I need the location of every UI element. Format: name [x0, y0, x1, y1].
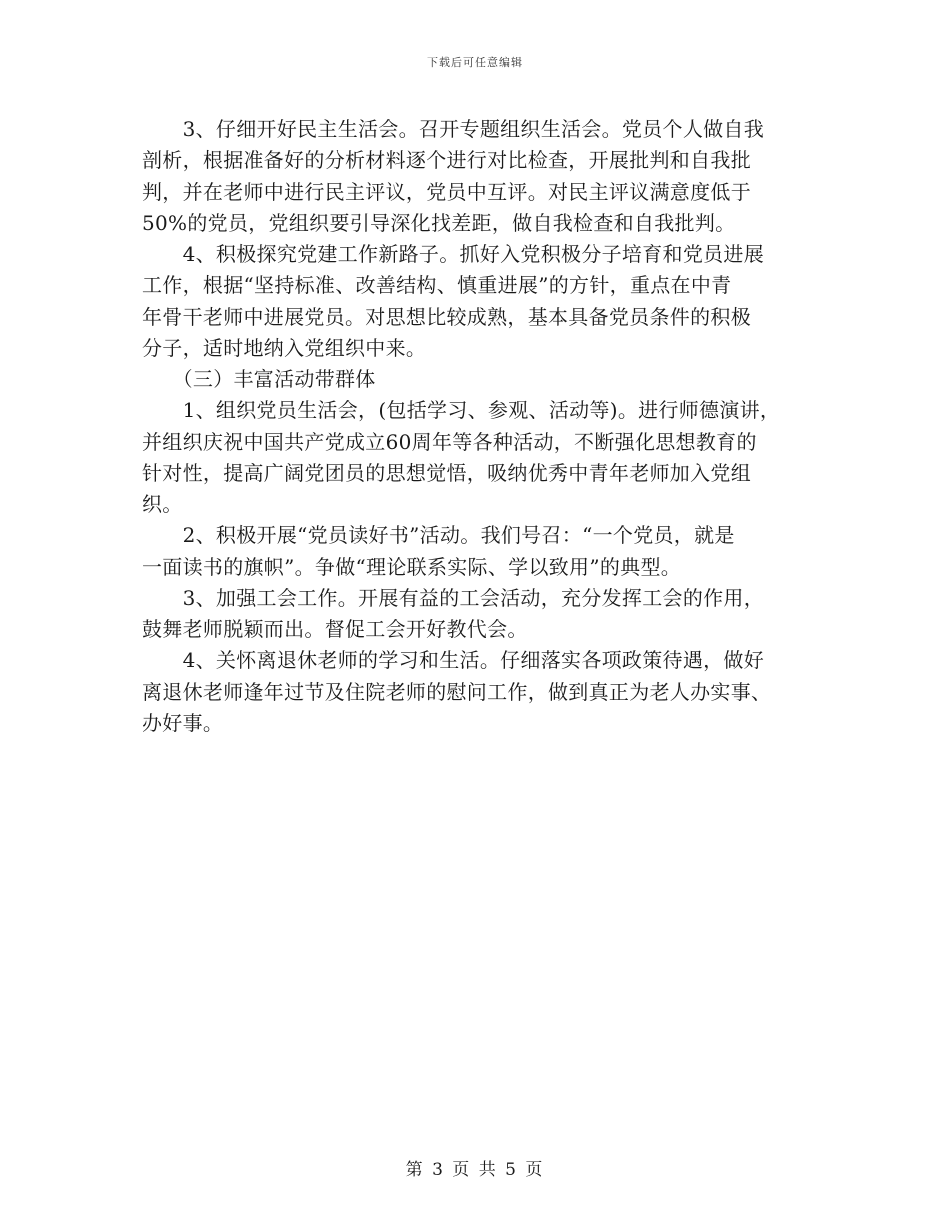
text-line: 办好事。 — [142, 710, 224, 735]
text-line: 判，并在老师中进行民主评议，党员中互评。对民主评议满意度低于 — [142, 179, 751, 204]
document-body — [142, 114, 818, 739]
page-header: 下载后可任意编辑 — [427, 56, 523, 69]
text-line: 4、关怀离退休老师的学习和生活。仔细落实各项政策待遇，做好 — [142, 648, 765, 673]
text-line: 1、组织党员生活会，(包括学习、参观、活动等)。进行师德演讲， — [142, 398, 781, 423]
text-line: 年骨干老师中进展党员。对思想比较成熟，基本具备党员条件的积极 — [142, 304, 751, 329]
text-line: 针对性，提高广阔党团员的思想觉悟，吸纳优秀中青年老师加入党组 — [142, 460, 751, 485]
text-line: 2、积极开展“党员读好书”活动。我们号召：“一个党员，就是 — [142, 523, 735, 548]
text-line: 一面读书的旗帜”。争做“理论联系实际、学以致用”的典型。 — [142, 554, 682, 579]
text-line: 50%的党员，党组织要引导深化找差距，做自我检查和自我批判。 — [142, 210, 736, 235]
text-line: 织。 — [142, 492, 183, 516]
text-line: 3、加强工会工作。开展有益的工会活动，充分发挥工会的作用， — [142, 585, 765, 610]
page-number: 第 3 页 共 5 页 — [405, 1160, 545, 1180]
text-line: 并组织庆祝中国共产党成立60周年等各种活动，不断强化思想教育的 — [142, 429, 757, 454]
text-line: 3、仔细开好民主生活会。召开专题组织生活会。党员个人做自我 — [142, 117, 765, 141]
text-line: 剖析，根据准备好的分析材料逐个进行对比检查，开展批判和自我批 — [142, 148, 751, 173]
text-line: 4、积极探究党建工作新路子。抓好入党积极分子培育和党员进展 — [142, 242, 765, 266]
text-line: 分子，适时地纳入党组织中来。 — [142, 335, 427, 360]
text-line: 工作，根据“坚持标准、改善结构、慎重进展”的方针，重点在中青 — [142, 273, 732, 298]
text-line: 鼓舞老师脱颖而出。督促工会开好教代会。 — [142, 617, 528, 641]
text-line: 离退休老师逢年过节及住院老师的慰问工作，做到真正为老人办实事、 — [142, 679, 772, 704]
section-heading: （三）丰富活动带群体 — [142, 367, 376, 391]
